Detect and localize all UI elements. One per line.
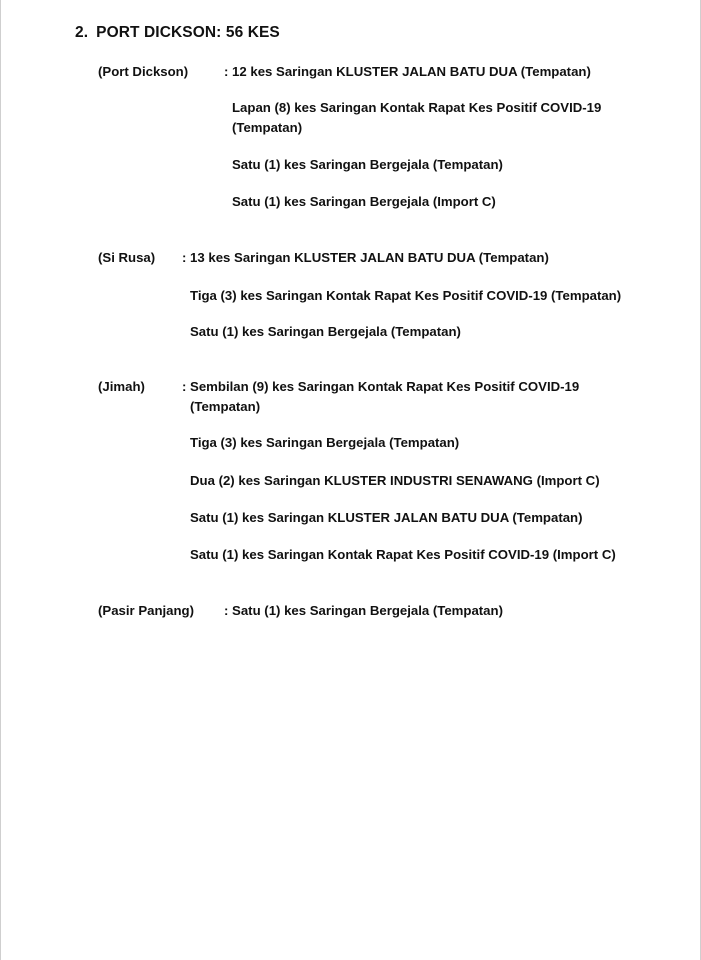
section-number: 2.	[75, 24, 89, 41]
case-entry-continuation: (Tempatan)	[232, 120, 303, 135]
section-heading	[75, 24, 280, 42]
location-label: (Si Rusa)	[98, 250, 156, 265]
case-entry: Satu (1) kes Saringan Bergejala (Tempatan)	[232, 157, 503, 172]
case-entry: Lapan (8) kes Saringan Kontak Rapat Kes Positif COVID-19	[232, 100, 602, 115]
location-label: (Port Dickson)	[98, 64, 189, 79]
location-label: (Jimah)	[98, 379, 145, 394]
case-entry: Tiga (3) kes Saringan Bergejala (Tempatan)	[190, 435, 460, 450]
case-entry: : 12 kes Saringan KLUSTER JALAN BATU DUA (Tempatan)	[224, 64, 591, 79]
case-entry: : Sembilan (9) kes Saringan Kontak Rapat Kes Positif COVID-19	[182, 379, 580, 394]
case-entry: Tiga (3) kes Saringan Kontak Rapat Kes Positif COVID-19 (Tempatan)	[190, 288, 622, 303]
case-entry: Satu (1) kes Saringan KLUSTER JALAN BATU DUA (Tempatan)	[190, 510, 583, 525]
case-entry-continuation: (Tempatan)	[190, 399, 261, 414]
section-title: PORT DICKSON: 56 KES	[96, 24, 280, 41]
case-entry: Satu (1) kes Saringan Bergejala (Tempatan)	[190, 324, 461, 339]
case-entry: Satu (1) kes Saringan Kontak Rapat Kes Positif COVID-19 (Import C)	[190, 547, 616, 562]
case-entry: Dua (2) kes Saringan KLUSTER INDUSTRI SENAWANG (Import C)	[190, 473, 600, 488]
case-entry: Satu (1) kes Saringan Bergejala (Import C)	[232, 194, 496, 209]
case-entry: : 13 kes Saringan KLUSTER JALAN BATU DUA (Tempatan)	[182, 250, 549, 265]
case-entry: : Satu (1) kes Saringan Bergejala (Tempatan)	[224, 603, 503, 618]
location-label: (Pasir Panjang)	[98, 603, 195, 618]
